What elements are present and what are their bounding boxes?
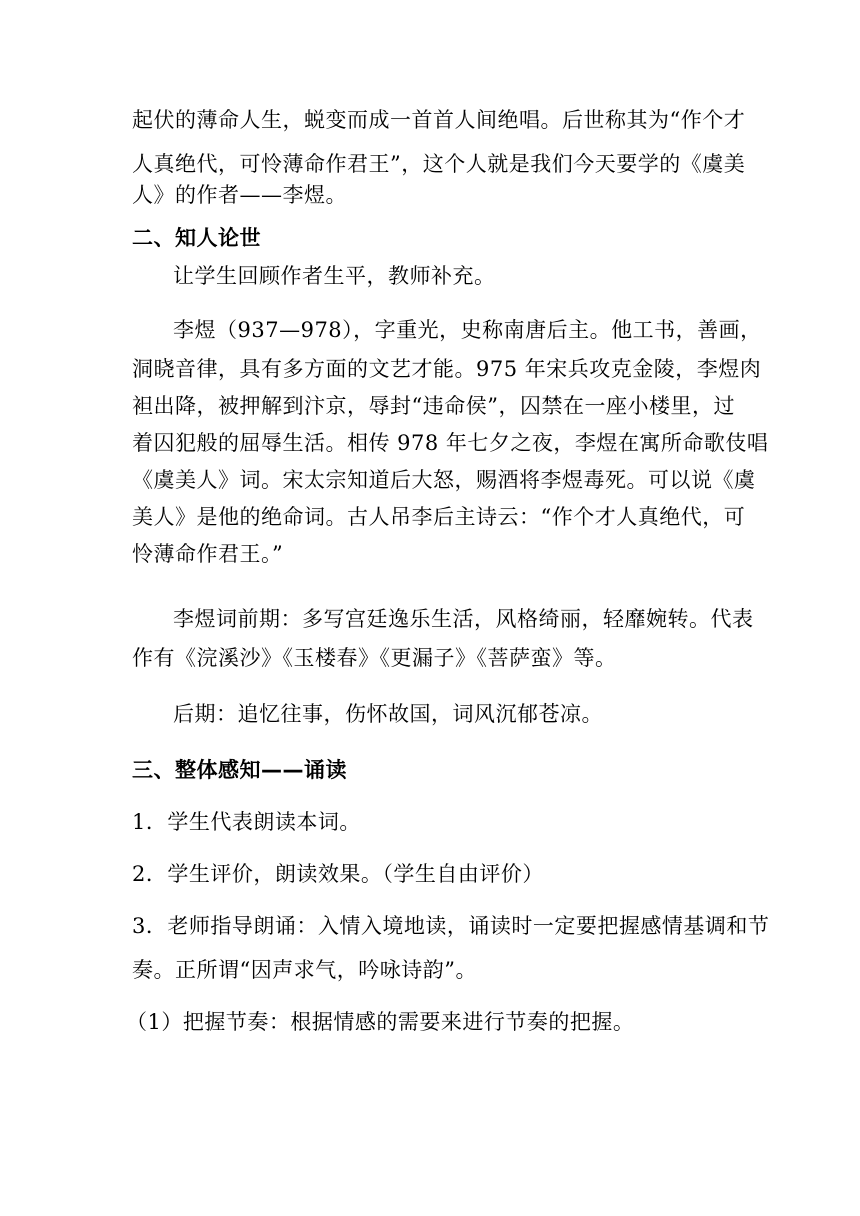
section-2-paragraph-1: 让学生回顾作者生平，教师补充。 — [173, 264, 496, 288]
late-period-line: 后期：追忆往事，伤怀故国，词风沉郁苍凉。 — [173, 702, 603, 726]
section-2-heading: 二、知人论世 — [132, 226, 261, 250]
list-item-3-line-2: 奏。正所谓“因声求气，吟咏诗韵”。 — [132, 958, 477, 982]
bio-line-5: 《虞美人》词。宋太宗知道后大怒，赐酒将李煜毒死。可以说《虞 — [132, 468, 756, 492]
list-item-3-line-1: 3．老师指导朗诵：入情入境地读，诵读时一定要把握感情基调和节 — [132, 914, 770, 938]
sub-item-1: （1）把握节奏：根据情感的需要来进行节奏的把握。 — [126, 1010, 635, 1034]
intro-line-2: 人真绝代，可怜薄命作君王”，这个人就是我们今天要学的《虞美 — [132, 152, 746, 176]
list-item-1: 1．学生代表朗读本词。 — [132, 810, 361, 834]
early-period-line-2: 作有《浣溪沙》《玉楼春》《更漏子》《菩萨蛮》等。 — [132, 646, 617, 670]
bio-line-1: 李煜（937—978），字重光，史称南唐后主。他工书，善画， — [173, 318, 762, 342]
bio-line-6: 美人》是他的绝命词。古人吊李后主诗云：“作个才人真绝代，可 — [132, 505, 746, 529]
bio-line-4: 着囚犯般的屈辱生活。相传 978 年七夕之夜，李煜在寓所命歌伎唱 — [132, 431, 769, 455]
bio-line-7: 怜薄命作君王。” — [132, 542, 284, 566]
early-period-line-1: 李煜词前期：多写宫廷逸乐生活，风格绮丽，轻靡婉转。代表 — [173, 607, 754, 631]
intro-line-3: 人》的作者——李煜。 — [132, 183, 347, 207]
section-3-heading: 三、整体感知——诵读 — [132, 758, 347, 782]
list-item-2: 2．学生评价，朗读效果。（学生自由评价） — [132, 862, 544, 886]
intro-line-1: 起伏的薄命人生，蜕变而成一首首人间绝唱。后世称其为“作个才 — [132, 108, 746, 132]
bio-line-2: 洞晓音律，具有多方面的文艺才能。975 年宋兵攻克金陵，李煜肉 — [132, 357, 762, 381]
bio-line-3: 袒出降，被押解到汴京，辱封“违命侯”，囚禁在一座小楼里，过 — [132, 394, 735, 418]
